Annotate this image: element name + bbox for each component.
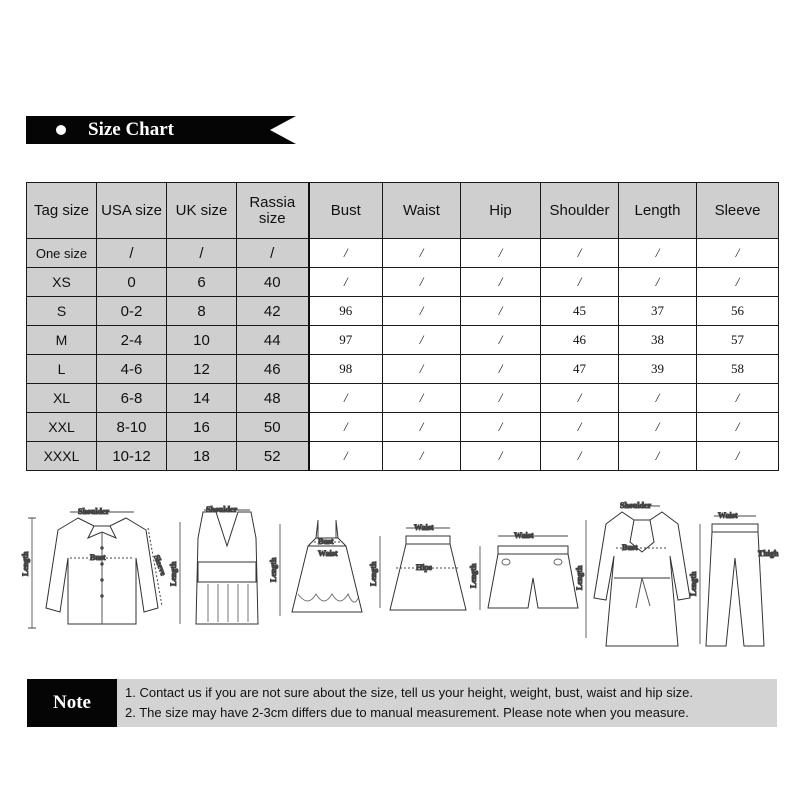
size-cell: 12 — [167, 355, 237, 384]
size-cell: 2-4 — [97, 326, 167, 355]
tag-size-cell: S — [27, 297, 97, 326]
measurement-cell: / — [309, 239, 383, 268]
note-bar — [27, 679, 777, 727]
measurement-cell: / — [541, 442, 619, 471]
measurement-cell: / — [461, 297, 541, 326]
length-label: Length — [469, 563, 478, 588]
size-cell: 8-10 — [97, 413, 167, 442]
measurement-cell: 56 — [697, 297, 779, 326]
measurement-cell: / — [461, 413, 541, 442]
length-label: Length — [21, 551, 30, 576]
measurement-cell: / — [697, 413, 779, 442]
measurement-cell: / — [309, 413, 383, 442]
tag-size-cell: XS — [27, 268, 97, 297]
note-label: Note — [27, 679, 117, 727]
column-header: Length — [619, 183, 697, 239]
measurement-cell: / — [619, 268, 697, 297]
measurement-cell: / — [383, 297, 461, 326]
size-cell: / — [97, 239, 167, 268]
tag-size-cell: XL — [27, 384, 97, 413]
waist-label: Waist — [514, 531, 534, 540]
size-cell: 42 — [237, 297, 309, 326]
column-header: Waist — [383, 183, 461, 239]
measurement-cell: / — [541, 384, 619, 413]
waist-label: Waist — [414, 523, 434, 532]
measurement-cell: / — [383, 239, 461, 268]
note-line-2: 2. The size may have 2-3cm differs due to manual measurement. Please note when you measure. — [125, 705, 689, 720]
size-cell: 0-2 — [97, 297, 167, 326]
measurement-cell: / — [461, 268, 541, 297]
page-title: Size Chart — [88, 119, 175, 140]
bullet-icon — [56, 125, 66, 135]
measurement-cell: 39 — [619, 355, 697, 384]
table-row — [27, 297, 779, 326]
size-cell: 40 — [237, 268, 309, 297]
size-cell: 6-8 — [97, 384, 167, 413]
blouse-illustration — [28, 512, 162, 628]
measurement-cell: 98 — [309, 355, 383, 384]
measurement-cell: / — [461, 442, 541, 471]
size-cell: 18 — [167, 442, 237, 471]
column-header: Hip — [461, 183, 541, 239]
measurement-cell: / — [619, 384, 697, 413]
size-cell: 46 — [237, 355, 309, 384]
size-cell: 10 — [167, 326, 237, 355]
tag-size-cell: XXL — [27, 413, 97, 442]
sleeve-label: Sleeve — [152, 553, 168, 577]
tag-size-cell: One size — [27, 239, 97, 268]
measurement-cell: / — [619, 239, 697, 268]
table-row — [27, 326, 779, 355]
measurement-cell: / — [383, 355, 461, 384]
size-cell: 6 — [167, 268, 237, 297]
size-cell: 48 — [237, 384, 309, 413]
tag-size-cell: L — [27, 355, 97, 384]
measurement-cell: 58 — [697, 355, 779, 384]
size-table — [26, 182, 779, 471]
waist-label: Waist — [718, 511, 738, 520]
shoulder-label: Shoulder — [206, 505, 238, 514]
trousers-illustration — [700, 516, 770, 646]
measurement-cell: / — [461, 384, 541, 413]
tag-size-cell: M — [27, 326, 97, 355]
size-cell: / — [237, 239, 309, 268]
column-header: Sleeve — [697, 183, 779, 239]
table-row — [27, 268, 779, 297]
measurement-cell: / — [697, 268, 779, 297]
table-row — [27, 384, 779, 413]
table-row — [27, 355, 779, 384]
table-row — [27, 239, 779, 268]
tag-size-cell: XXXL — [27, 442, 97, 471]
measurement-illustrations — [18, 498, 788, 658]
measurement-cell: / — [383, 326, 461, 355]
column-header: Rassia size — [237, 183, 309, 239]
measurement-cell: / — [541, 413, 619, 442]
waist-label: Waist — [318, 549, 338, 558]
tank-top-illustration — [180, 510, 258, 624]
measurement-cell: / — [619, 413, 697, 442]
measurement-cell: / — [309, 384, 383, 413]
length-label: Length — [169, 561, 178, 586]
column-header: Tag size — [27, 183, 97, 239]
measurement-cell: / — [541, 239, 619, 268]
length-label: Length — [575, 565, 584, 590]
hips-label: Hips — [416, 563, 433, 572]
measurement-cell: 97 — [309, 326, 383, 355]
shoulder-label: Shoulder — [78, 507, 110, 516]
length-label: Length — [689, 571, 698, 596]
measurement-cell: / — [697, 442, 779, 471]
size-cell: 14 — [167, 384, 237, 413]
measurement-cell: / — [697, 384, 779, 413]
measurement-cell: 45 — [541, 297, 619, 326]
bust-label: Bust — [90, 553, 106, 562]
measurement-cell: / — [309, 442, 383, 471]
measurement-cell: / — [619, 442, 697, 471]
coat-illustration — [586, 506, 690, 646]
shorts-illustration — [480, 536, 578, 610]
size-chart-banner — [26, 116, 296, 144]
measurement-cell: 57 — [697, 326, 779, 355]
table-row — [27, 442, 779, 471]
size-cell: 16 — [167, 413, 237, 442]
measurement-cell: / — [697, 239, 779, 268]
size-cell: 4-6 — [97, 355, 167, 384]
measurement-cell: / — [461, 239, 541, 268]
size-cell: 0 — [97, 268, 167, 297]
column-header: Shoulder — [541, 183, 619, 239]
measurement-cell: / — [383, 413, 461, 442]
measurement-cell: 46 — [541, 326, 619, 355]
measurement-cell: 38 — [619, 326, 697, 355]
length-label: Length — [369, 561, 378, 586]
bust-label: Bust — [622, 543, 638, 552]
bust-label: Bust — [318, 537, 334, 546]
column-header: Bust — [309, 183, 383, 239]
thigh-label: Thigh — [758, 549, 779, 558]
measurement-cell: 37 — [619, 297, 697, 326]
measurement-cell: 96 — [309, 297, 383, 326]
size-cell: 52 — [237, 442, 309, 471]
column-header: USA size — [97, 183, 167, 239]
measurement-cell: / — [541, 268, 619, 297]
note-line-1: 1. Contact us if you are not sure about the size, tell us your height, weight, bust, waist and hip size. — [125, 685, 693, 700]
size-cell: 8 — [167, 297, 237, 326]
size-cell: 44 — [237, 326, 309, 355]
table-row — [27, 413, 779, 442]
measurement-cell: / — [461, 326, 541, 355]
shoulder-label: Shoulder — [620, 501, 652, 510]
measurement-cell: / — [383, 268, 461, 297]
size-cell: 10-12 — [97, 442, 167, 471]
size-cell: 50 — [237, 413, 309, 442]
measurement-cell: 47 — [541, 355, 619, 384]
dress-illustration — [280, 520, 362, 616]
measurement-cell: / — [461, 355, 541, 384]
measurement-cell: / — [309, 268, 383, 297]
table-header-row — [27, 183, 779, 239]
measurement-cell: / — [383, 384, 461, 413]
column-header: UK size — [167, 183, 237, 239]
measurement-cell: / — [383, 442, 461, 471]
length-label: Length — [269, 557, 278, 582]
size-cell: / — [167, 239, 237, 268]
